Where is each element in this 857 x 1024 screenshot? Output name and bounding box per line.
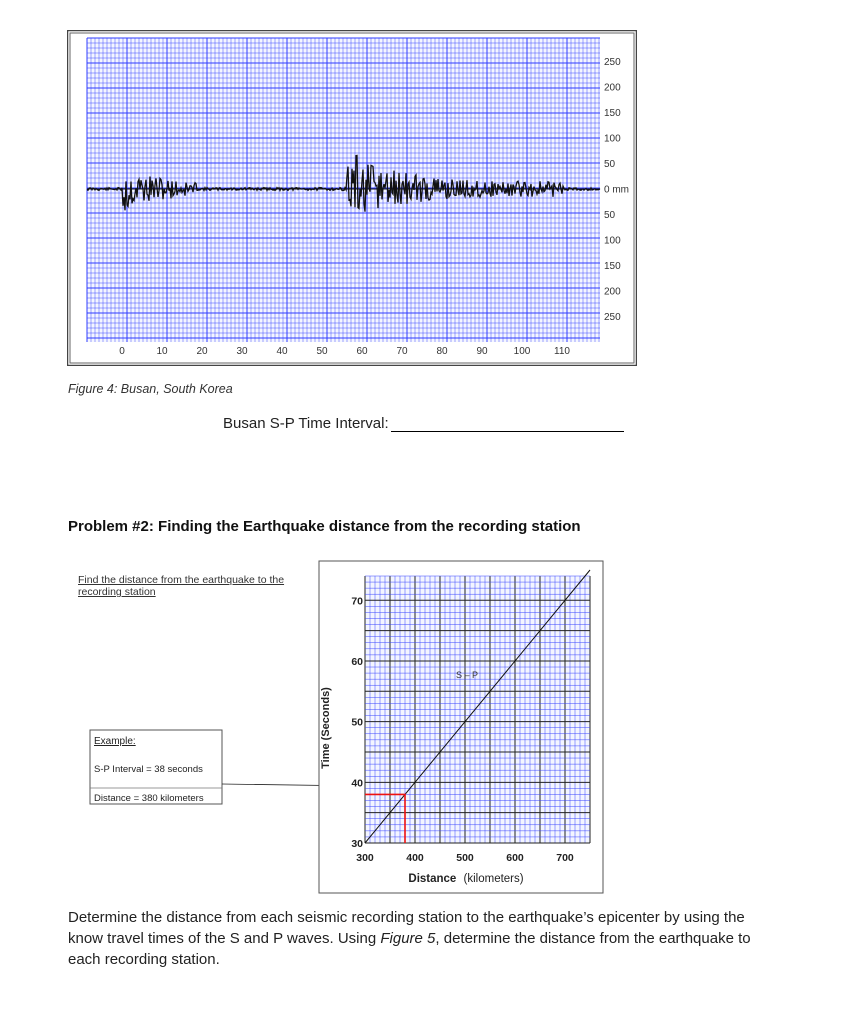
x-axis-label-main: Distance — [408, 873, 457, 885]
seismogram-x-tick: 100 — [513, 346, 531, 357]
seismogram-x-tick: 60 — [356, 346, 368, 357]
curve-label: S – P — [456, 670, 479, 680]
x-tick-label: 300 — [356, 852, 374, 864]
seismogram-y-tick: 150 — [604, 108, 621, 119]
distance-note: Find the distance from the earthquake to the recording station — [78, 574, 285, 598]
x-tick-label: 500 — [456, 852, 474, 864]
y-tick-label: 70 — [351, 595, 363, 608]
example-title: Example: — [94, 736, 136, 747]
seismogram-y-tick: 100 — [604, 235, 621, 247]
seismogram-y-tick: 50 — [604, 210, 616, 221]
seismogram-y-tick: 250 — [604, 57, 621, 68]
example-box — [90, 730, 222, 804]
seismogram-x-tick: 0 — [119, 346, 125, 357]
x-tick-label: 400 — [406, 852, 424, 864]
seismogram-chart — [67, 30, 637, 366]
instructions-paragraph — [68, 907, 783, 970]
y-tick-label: 40 — [351, 777, 363, 790]
travel-time-grid — [365, 576, 590, 843]
seismogram-x-tick: 80 — [436, 346, 448, 357]
seismogram-y-tick: 200 — [604, 82, 621, 94]
x-axis-label — [408, 873, 523, 885]
problem-2-heading: Problem #2: Finding the Earthquake distance from the recording station — [68, 518, 581, 535]
travel-time-figure — [66, 560, 606, 896]
seismogram-y-tick: 0 mm — [604, 184, 629, 196]
y-axis-label: Time (Seconds) — [320, 687, 332, 769]
example-distance: Distance = 380 kilometers — [94, 793, 204, 804]
seismogram-x-tick: 30 — [236, 346, 248, 357]
seismogram-x-tick: 50 — [316, 346, 328, 357]
figure-4-caption: Figure 4: Busan, South Korea — [68, 382, 233, 396]
seismogram-y-tick: 200 — [604, 286, 621, 298]
seismogram-x-tick: 40 — [276, 346, 288, 357]
travel-time-chart — [66, 560, 606, 896]
y-tick-label: 30 — [351, 838, 363, 850]
y-tick-label: 60 — [351, 655, 363, 668]
seismogram-y-tick: 50 — [604, 159, 616, 170]
x-tick-label: 600 — [506, 852, 524, 864]
instructions-figure-ref: Figure 5 — [380, 930, 436, 947]
seismogram-y-tick: 250 — [604, 312, 621, 323]
x-tick-label: 700 — [556, 852, 574, 864]
seismogram-x-tick: 70 — [396, 346, 408, 357]
seismogram-x-tick: 110 — [554, 346, 570, 357]
instructions-part-1: Determine the distance from each seismic recording station to the earthquake’s epicenter by using the know travel times of the S and P waves. Using — [68, 909, 745, 947]
y-tick-label: 50 — [351, 716, 363, 729]
seismogram-x-tick: 10 — [156, 346, 168, 357]
instructions-part-2: , determine the distance from the earthquake to each recording station. — [68, 930, 751, 968]
seismogram-figure — [67, 30, 637, 366]
seismogram-x-tick: 90 — [476, 346, 488, 357]
seismogram-y-tick: 150 — [604, 261, 621, 272]
seismogram-x-tick: 20 — [196, 346, 208, 357]
sp-interval-answer-line[interactable] — [391, 431, 624, 432]
example-interval: S-P Interval = 38 seconds — [94, 764, 203, 775]
sp-interval-label: Busan S-P Time Interval: — [223, 415, 389, 432]
seismogram-y-tick: 100 — [604, 133, 621, 145]
x-axis-label-unit: (kilometers) — [463, 873, 524, 885]
